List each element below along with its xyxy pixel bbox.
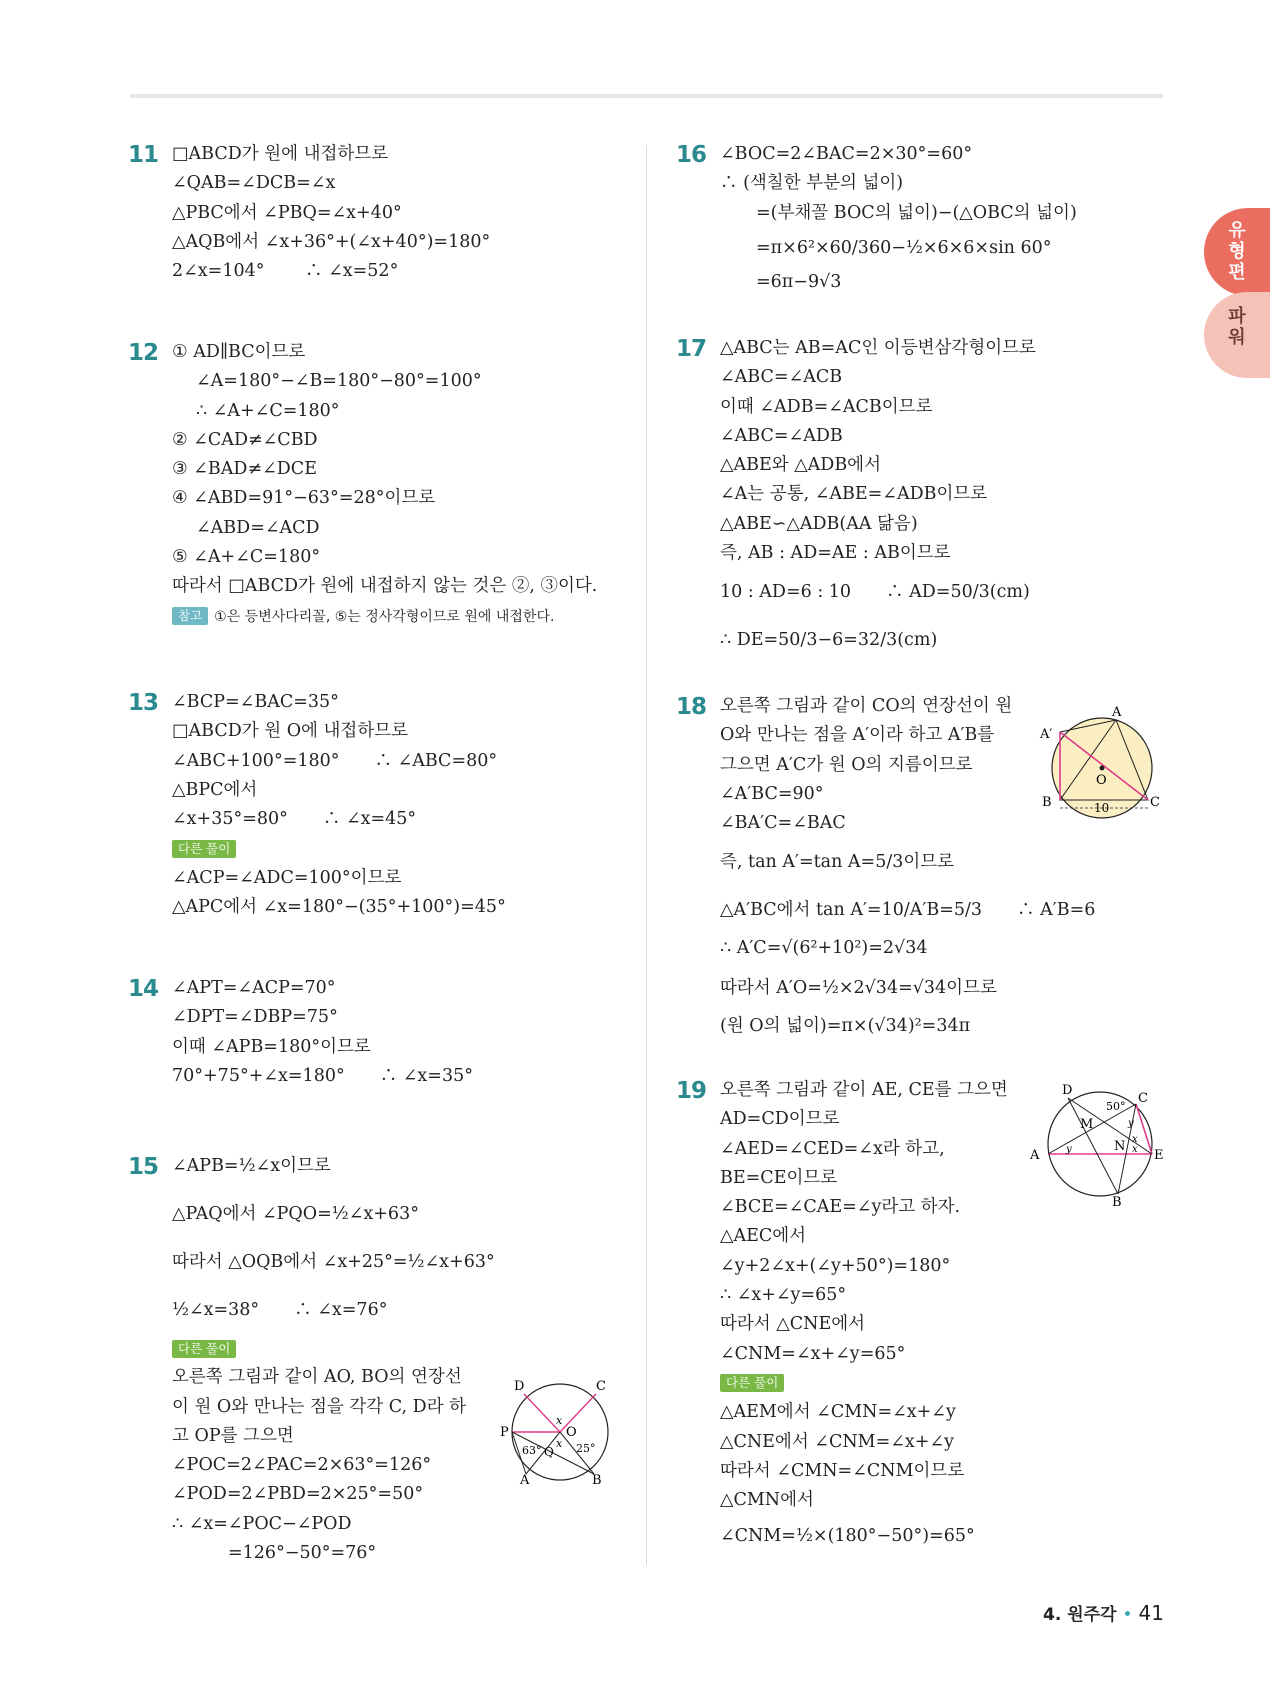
solution-line: ∠y+2∠x+(∠y+50°)=180° bbox=[720, 1255, 951, 1276]
solution-line: ∠ACP=∠ADC=100°이므로 bbox=[172, 867, 402, 888]
page-footer bbox=[1043, 1600, 1164, 1625]
solution-line: ∠ABD=∠ACD bbox=[196, 517, 320, 538]
problem-number: 14 bbox=[128, 976, 159, 1002]
problem-number: 15 bbox=[128, 1154, 159, 1180]
solution-line: 그으면 A′C가 원 O의 지름이므로 bbox=[720, 754, 973, 775]
solution-line: △CMN에서 bbox=[720, 1490, 814, 1511]
solution-line: ∠POD=2∠PBD=2×25°=50° bbox=[172, 1484, 424, 1505]
solution-line: 10 : AD=6 : 10 ∴ AD=50/3(cm) bbox=[720, 582, 1030, 603]
top-rule bbox=[130, 94, 1163, 98]
solution-line: =126°−50°=76° bbox=[228, 1543, 377, 1564]
fig-label: M bbox=[1080, 1117, 1094, 1132]
side-tab-power[interactable] bbox=[1204, 292, 1270, 378]
solution-line: 이때 ∠APB=180°이므로 bbox=[172, 1036, 371, 1057]
figure-18-circle bbox=[1036, 702, 1166, 822]
alt-solution-tag-line bbox=[720, 1369, 1176, 1398]
fig-label: 25° bbox=[576, 1442, 596, 1455]
solution-line: 이 원 O와 만나는 점을 각각 C, D라 하 bbox=[172, 1396, 467, 1417]
solution-line: 즉, tan A′=tan A=5/3이므로 bbox=[720, 852, 955, 873]
alt-solution-tag-line bbox=[172, 1334, 628, 1363]
solution-line: 고 OP를 그으면 bbox=[172, 1425, 294, 1446]
solution bbox=[172, 1142, 628, 1568]
figure-19-circle bbox=[1028, 1080, 1168, 1208]
note-line bbox=[172, 602, 628, 631]
solution-line: ∴ (색칠한 부분의 넓이) bbox=[720, 173, 904, 194]
alt-solution-tag: 다른 풀이 bbox=[720, 1374, 784, 1392]
problem-number: 18 bbox=[676, 694, 707, 720]
fig-label: P bbox=[500, 1425, 509, 1440]
fig-label: N bbox=[1114, 1139, 1126, 1154]
solution-line: △AEM에서 ∠CMN=∠x+∠y bbox=[720, 1402, 956, 1423]
solution-line: △BPC에서 bbox=[172, 779, 258, 800]
solution-line: 이때 ∠ADB=∠ACB이므로 bbox=[720, 396, 933, 417]
solution-line: ∠BA′C=∠BAC bbox=[720, 813, 846, 834]
solution-line: 2∠x=104° ∴ ∠x=52° bbox=[172, 261, 399, 282]
note-tag: 참고 bbox=[172, 607, 208, 625]
solution-line: △A′BC에서 tan A′=10/A′B=5/3 ∴ A′B=6 bbox=[720, 900, 1096, 921]
problem-number: 11 bbox=[128, 142, 159, 168]
solution-line: ④ ∠ABD=91°−63°=28°이므로 bbox=[172, 488, 436, 509]
side-tab-type-label: 유형편 bbox=[1228, 220, 1246, 283]
solution-line: ⑤ ∠A+∠C=180° bbox=[172, 547, 321, 568]
note-text: ①은 등변사다리꼴, ⑤는 정사각형이므로 원에 내접한다. bbox=[214, 608, 555, 625]
solution-line: ∠APB=½∠x이므로 bbox=[172, 1156, 331, 1176]
solution-line: 따라서 □ABCD가 원에 내접하지 않는 것은 ②, ③이다. bbox=[172, 576, 598, 597]
solution-line: ∠APT=∠ACP=70° bbox=[172, 978, 336, 998]
problem-number: 17 bbox=[676, 336, 707, 362]
solution-line: ∠BCP=∠BAC=35° bbox=[172, 692, 339, 712]
solution-line: ∠BOC=2∠BAC=2×30°=60° bbox=[720, 144, 973, 164]
fig-label: A′ bbox=[1040, 727, 1053, 742]
fig-label: x bbox=[556, 1414, 563, 1427]
solution-line: ∠CNM=½×(180°−50°)=65° bbox=[720, 1526, 975, 1547]
fig-label: 10 bbox=[1094, 801, 1110, 815]
solution-line: =6π−9√3 bbox=[756, 271, 842, 292]
solution-line: △AQB에서 ∠x+36°+(∠x+40°)=180° bbox=[172, 231, 491, 252]
solution-line: =(부채꼴 BOC의 넓이)−(△OBC의 넓이) bbox=[756, 202, 1077, 223]
solution bbox=[172, 974, 628, 1091]
column-divider bbox=[646, 145, 647, 1565]
alt-solution-tag-line bbox=[172, 834, 628, 863]
solution-line: 오른쪽 그림과 같이 CO의 연장선이 원 bbox=[720, 696, 1013, 716]
fig-label: y bbox=[1066, 1144, 1072, 1155]
problem-number: 19 bbox=[676, 1078, 707, 1104]
solution-line: 따라서 ∠CMN=∠CNM이므로 bbox=[720, 1460, 965, 1481]
solution-line: □ABCD가 원에 내접하므로 bbox=[172, 144, 389, 164]
fig-label: D bbox=[514, 1379, 525, 1394]
solution-line: 따라서 △CNE에서 bbox=[720, 1314, 866, 1335]
solution-line: AD=CD이므로 bbox=[720, 1109, 840, 1130]
solution-line: ① AD∥BC이므로 bbox=[172, 342, 306, 362]
fig-label: y bbox=[1128, 1118, 1134, 1129]
solution-line: ∠BCE=∠CAE=∠y라고 하자. bbox=[720, 1197, 961, 1218]
solution-line: ③ ∠BAD≠∠DCE bbox=[172, 459, 317, 480]
fig-label: B bbox=[1042, 795, 1052, 810]
fig-label: D bbox=[1062, 1083, 1073, 1098]
fig-label: Q bbox=[544, 1445, 554, 1459]
fig-label: 50° bbox=[1106, 1100, 1126, 1113]
fig-label: x bbox=[1132, 1134, 1138, 1145]
solution-line: ② ∠CAD≠∠CBD bbox=[172, 429, 318, 450]
solution-line: 따라서 A′O=½×2√34=√34이므로 bbox=[720, 977, 997, 998]
solution-line: □ABCD가 원 O에 내접하므로 bbox=[172, 721, 409, 742]
side-tab-type[interactable] bbox=[1204, 208, 1270, 296]
solution-line: ∴ ∠x=∠POC−∠POD bbox=[172, 1513, 352, 1534]
page-number: 41 bbox=[1138, 1601, 1164, 1625]
solution-line: △ABC는 AB=AC인 이등변삼각형이므로 bbox=[720, 338, 1036, 358]
solution-line: △ABE와 △ADB에서 bbox=[720, 455, 881, 476]
solution-line: 오른쪽 그림과 같이 AO, BO의 연장선 bbox=[172, 1367, 462, 1388]
solution-line: △PBC에서 ∠PBQ=∠x+40° bbox=[172, 202, 402, 223]
footer-bullet: • bbox=[1122, 1605, 1133, 1625]
solution-line: ∠ABC=∠ACB bbox=[720, 367, 843, 388]
solution-line: O와 만나는 점을 A′이라 하고 A′B를 bbox=[720, 725, 995, 746]
figure-15-circle bbox=[496, 1374, 616, 1484]
fig-label: A bbox=[1030, 1148, 1040, 1163]
solution-line: ∠CNM=∠x+∠y=65° bbox=[720, 1343, 906, 1364]
solution-line: ∠POC=2∠PAC=2×63°=126° bbox=[172, 1455, 432, 1476]
solution-line: △PAQ에서 ∠PQO=½∠x+63° bbox=[172, 1204, 419, 1224]
alt-solution-tag: 다른 풀이 bbox=[172, 1340, 236, 1358]
solution-line: =π×6²×60/360−½×6×6×sin 60° bbox=[756, 237, 1052, 258]
fig-label: E bbox=[1154, 1148, 1164, 1163]
fig-label: x bbox=[556, 1437, 563, 1450]
solution-line: △AEC에서 bbox=[720, 1226, 807, 1247]
fig-label: C bbox=[1138, 1091, 1148, 1106]
solution-line: 70°+75°+∠x=180° ∴ ∠x=35° bbox=[172, 1065, 473, 1086]
solution-line: (원 O의 넓이)=π×(√34)²=34π bbox=[720, 1015, 971, 1036]
solution-line: ½∠x=38° ∴ ∠x=76° bbox=[172, 1300, 388, 1320]
fig-label: C bbox=[596, 1379, 606, 1394]
fig-label: O bbox=[1096, 773, 1107, 788]
solution-line: ∴ A′C=√(6²+10²)=2√34 bbox=[720, 938, 928, 959]
solution-line: ∠ABC=∠ADB bbox=[720, 425, 843, 446]
solution-line: BE=CE이므로 bbox=[720, 1167, 838, 1188]
solution-line: 오른쪽 그림과 같이 AE, CE를 그으면 bbox=[720, 1080, 1008, 1100]
solution-line: 따라서 △OQB에서 ∠x+25°=½∠x+63° bbox=[172, 1252, 495, 1272]
alt-solution-tag: 다른 풀이 bbox=[172, 840, 236, 858]
solution-line: ∠A=180°−∠B=180°−80°=100° bbox=[196, 371, 482, 392]
solution-line: ∠A는 공통, ∠ABE=∠ADB이므로 bbox=[720, 484, 988, 505]
solution-line: ∠A′BC=90° bbox=[720, 783, 824, 804]
solution-line: ∴ ∠x+∠y=65° bbox=[720, 1285, 847, 1306]
solution bbox=[172, 338, 628, 631]
solution-line: ∠DPT=∠DBP=75° bbox=[172, 1007, 338, 1028]
solution-line: ∠QAB=∠DCB=∠x bbox=[172, 173, 336, 194]
solution bbox=[172, 140, 628, 286]
solution bbox=[172, 688, 628, 922]
solution-line: ∴ DE=50/3−6=32/3(cm) bbox=[720, 630, 938, 651]
chapter-title: 4. 원주각 bbox=[1043, 1605, 1117, 1625]
problem-number: 12 bbox=[128, 340, 159, 366]
solution-line: △ABE∽△ADB(AA 닮음) bbox=[720, 513, 918, 534]
solution-line: ∠ABC+100°=180° ∴ ∠ABC=80° bbox=[172, 750, 498, 771]
fig-label: B bbox=[1112, 1195, 1122, 1208]
fig-label: O bbox=[566, 1425, 577, 1440]
solution-line: ∴ ∠A+∠C=180° bbox=[196, 400, 340, 421]
solution-line: 즉, AB : AD=AE : AB이므로 bbox=[720, 543, 951, 564]
fig-label: C bbox=[1150, 795, 1160, 810]
fig-label: A bbox=[1112, 705, 1122, 720]
solution bbox=[720, 140, 1176, 297]
fig-label: x bbox=[1132, 1144, 1138, 1155]
problem-number: 16 bbox=[676, 142, 707, 168]
fig-label: B bbox=[592, 1473, 602, 1484]
solution-line: △APC에서 ∠x=180°−(35°+100°)=45° bbox=[172, 897, 506, 918]
solution-line: ∠x+35°=80° ∴ ∠x=45° bbox=[172, 809, 417, 830]
side-tab-power-label: 파워 bbox=[1228, 306, 1246, 348]
fig-label: A bbox=[520, 1473, 530, 1484]
solution-line: △CNE에서 ∠CNM=∠x+∠y bbox=[720, 1431, 955, 1452]
fig-label: 63° bbox=[522, 1444, 542, 1457]
solution bbox=[720, 334, 1176, 664]
solution-line: ∠AED=∠CED=∠x라 하고, bbox=[720, 1138, 945, 1159]
problem-number: 13 bbox=[128, 690, 159, 716]
